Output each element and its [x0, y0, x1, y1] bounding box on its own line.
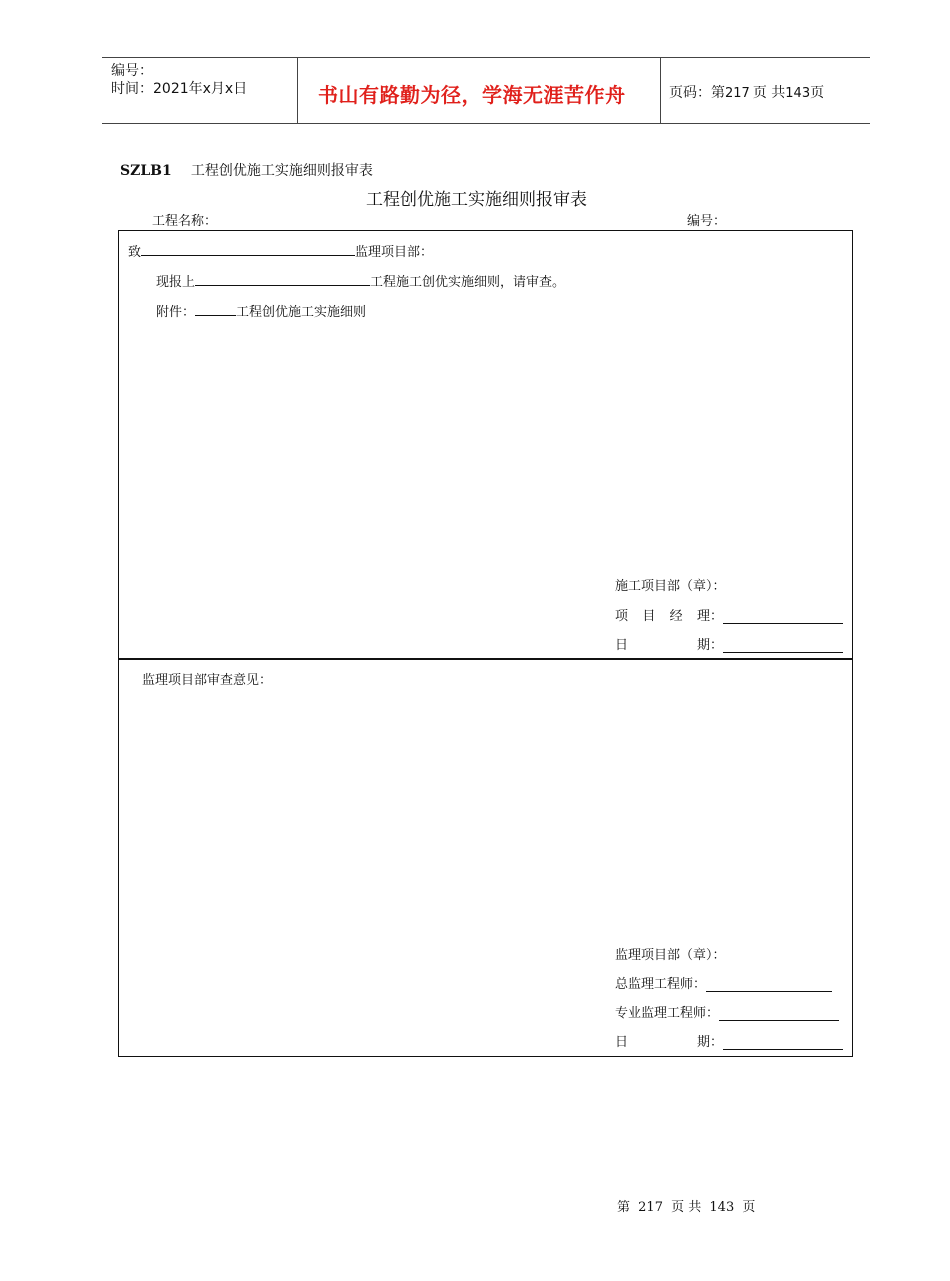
review-date-label: 日 期： — [615, 1035, 723, 1050]
specialist-engineer-blank[interactable] — [719, 1006, 839, 1021]
footer-page-indicator — [617, 1196, 755, 1215]
header-divider-left — [297, 57, 298, 123]
footer-prefix: 第 — [617, 1200, 631, 1215]
header-page-indicator — [669, 82, 824, 102]
project-manager-label: 项 目 经 理： — [615, 609, 723, 624]
header-top-rule — [102, 57, 870, 58]
review-date-blank[interactable] — [723, 1035, 843, 1050]
chief-engineer-line — [615, 973, 832, 992]
header-page-mid: 页 共 — [752, 85, 786, 101]
header-time-label: 时间：2021年x月x日 — [111, 81, 248, 97]
chief-engineer-blank[interactable] — [706, 977, 832, 992]
construction-date-blank[interactable] — [723, 638, 843, 653]
header-page-total: 143 — [785, 86, 811, 101]
submission-prefix: 现报上 — [156, 275, 196, 290]
footer-suffix: 页 — [742, 1200, 756, 1215]
addressee-suffix: 监理项目部： — [355, 245, 434, 260]
header-motto: 书山有路勤为径，学海无涯苦作舟 — [318, 83, 626, 107]
addressee-prefix: 致 — [128, 245, 142, 260]
footer-mid: 页 共 — [671, 1200, 702, 1215]
submission-section — [118, 230, 853, 660]
review-date-line — [615, 1031, 843, 1050]
footer-current: 217 — [638, 1200, 663, 1215]
review-section — [118, 658, 853, 1057]
form-number-label: 编号： — [687, 214, 727, 229]
review-opinion-label: 监理项目部审查意见： — [142, 673, 273, 688]
header-page-current: 217 — [725, 86, 750, 101]
construction-date-label: 日 期： — [615, 638, 723, 653]
attachment-line — [156, 301, 366, 320]
submission-suffix: 工程施工创优实施细则，请审查。 — [370, 275, 566, 290]
supervision-dept-seal-label: 监理项目部（章）： — [615, 948, 726, 963]
header-page-prefix: 页码：第 — [669, 85, 725, 101]
form-title: 工程创优施工实施细则报审表 — [366, 190, 587, 210]
addressee-blank[interactable] — [141, 241, 355, 256]
header-page-suffix: 页 — [810, 85, 825, 101]
form-code-title: 工程创优施工实施细则报审表 — [190, 163, 373, 179]
chief-engineer-label: 总监理工程师： — [615, 977, 707, 992]
attachment-suffix: 工程创优施工实施细则 — [236, 305, 367, 320]
construction-date-line — [615, 634, 843, 653]
addressee-line — [128, 241, 433, 260]
footer-total: 143 — [709, 1200, 735, 1215]
specialist-engineer-line — [615, 1002, 839, 1021]
attachment-prefix: 附件： — [156, 305, 196, 320]
specialist-engineer-label: 专业监理工程师： — [615, 1006, 720, 1021]
form-code-line — [120, 160, 373, 180]
project-blank[interactable] — [195, 271, 370, 286]
header-divider-right — [660, 57, 661, 123]
construction-dept-seal-label: 施工项目部（章）： — [615, 579, 726, 594]
project-name-label: 工程名称： — [152, 214, 218, 229]
header-serial-label: 编号： — [111, 63, 153, 79]
attachment-blank[interactable] — [195, 301, 236, 316]
project-manager-line — [615, 605, 843, 624]
form-code: SZLB1 — [120, 163, 172, 179]
submission-line — [156, 271, 565, 290]
header-bottom-rule — [102, 123, 870, 124]
project-manager-blank[interactable] — [723, 609, 843, 624]
